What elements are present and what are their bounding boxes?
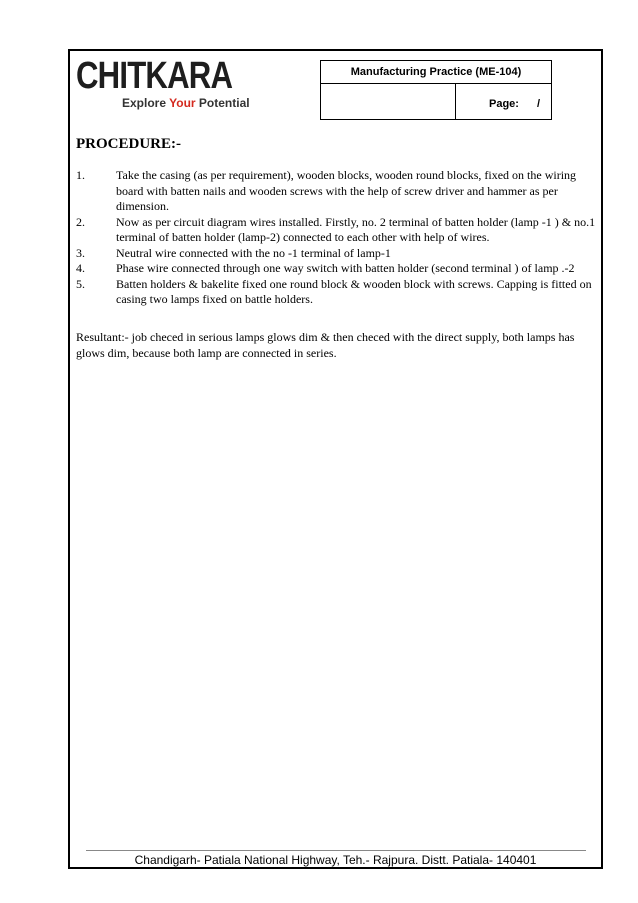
footer-address: Chandigarh- Patiala National Highway, Teh.- Rajpura. Distt. Patiala- 140401 xyxy=(134,853,537,867)
page-number: / xyxy=(537,98,541,110)
step-number: 5. xyxy=(76,276,85,291)
page-label: Page: xyxy=(489,98,519,110)
step-text: Phase wire connected through one way switch with batten holder (second terminal ) of lamp .-2 xyxy=(116,261,575,275)
procedure-step xyxy=(76,246,596,262)
procedure-step xyxy=(76,277,596,308)
tagline-end: Potential xyxy=(195,96,250,110)
procedure-steps xyxy=(76,168,596,308)
logo-tagline xyxy=(122,96,250,110)
course-title: Manufacturing Practice (ME-104) xyxy=(321,61,551,84)
header-table xyxy=(320,60,552,120)
tagline-accent: Your xyxy=(169,96,196,110)
procedure-step xyxy=(76,261,596,277)
header-page-row xyxy=(321,83,551,119)
step-text: Now as per circuit diagram wires installed. Firstly, no. 2 terminal of batten holder (lamp -1 ) & no.1 terminal of batten holder (lamp-2) connected to each other with help of wires. xyxy=(116,214,596,244)
footer-divider xyxy=(86,850,586,851)
step-number: 3. xyxy=(76,245,85,260)
procedure-heading: PROCEDURE:- xyxy=(76,136,181,152)
step-number: 2. xyxy=(76,214,85,229)
procedure-step xyxy=(76,215,596,246)
step-text: Neutral wire connected with the no -1 terminal of lamp-1 xyxy=(116,245,391,260)
tagline-start: Explore xyxy=(122,96,170,110)
logo-name: CHITKARA xyxy=(76,55,233,97)
step-number: 1. xyxy=(76,168,85,182)
header-blank-cell xyxy=(321,83,456,119)
step-text: Batten holders & bakelite fixed one round block & wooden block with screws. Capping is fitted on casing two lamps fixed on battle holders. xyxy=(116,276,592,306)
step-text: Take the casing (as per requirement), wooden blocks, wooden round blocks, fixed on the wiring board with batten nails and wooden screws with the help of screw driver and hammer as per dimension. xyxy=(116,168,577,213)
resultant-paragraph: Resultant:- job checed in serious lamps glows dim & then checed with the direct supply, both lamps has glows dim, because both lamp are connected in series. xyxy=(76,330,575,360)
chitkara-logo xyxy=(70,52,260,124)
step-number: 4. xyxy=(76,261,85,275)
procedure-step xyxy=(76,168,596,215)
